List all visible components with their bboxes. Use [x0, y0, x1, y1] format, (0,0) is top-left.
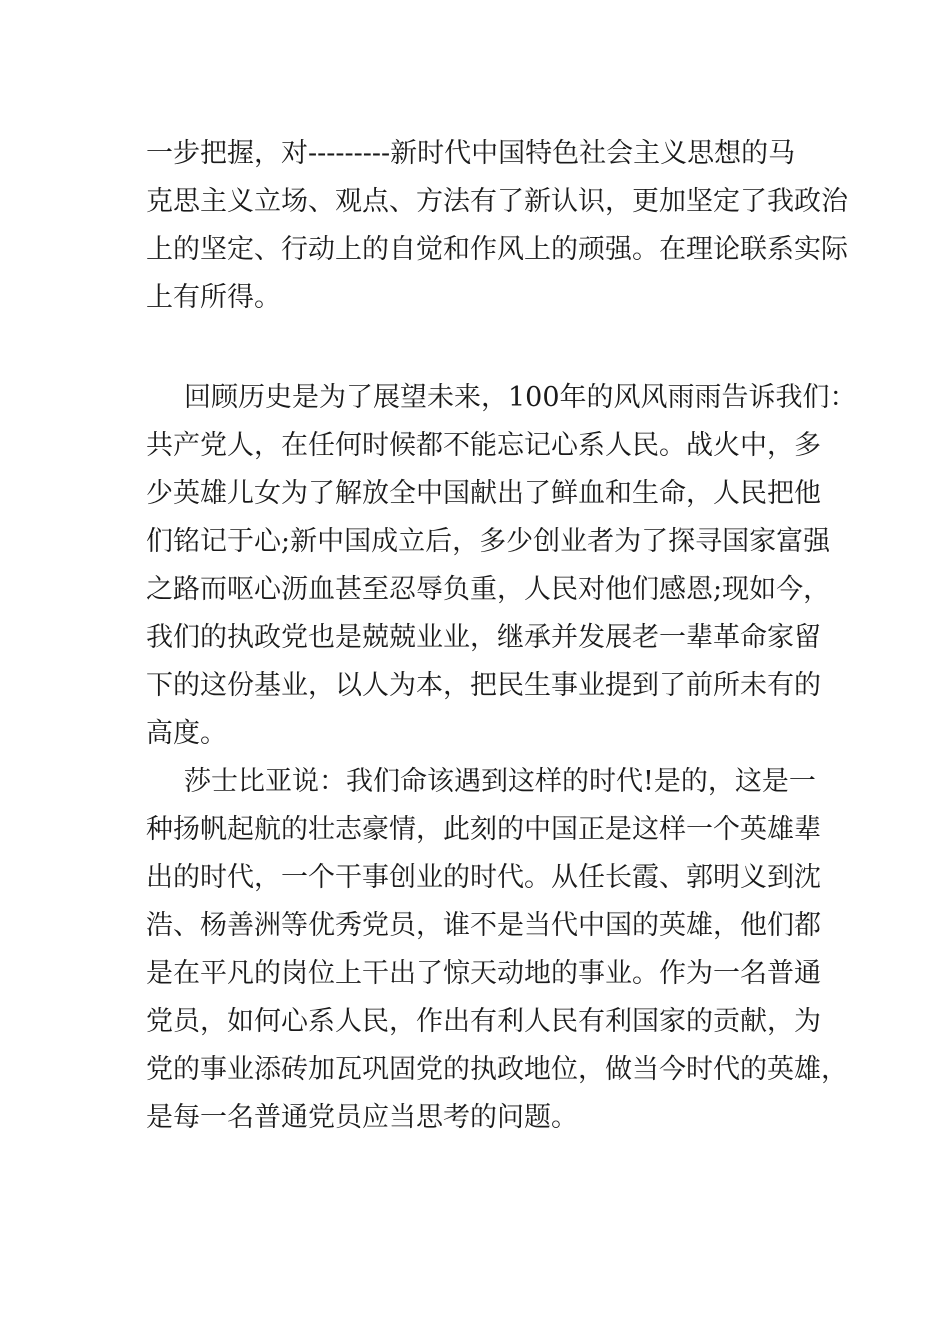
- text-line: 高度。: [146, 718, 227, 749]
- text-line: 一步把握，对---------新时代中国特色社会主义思想的马: [146, 138, 796, 169]
- text-line: 之路而呕心沥血甚至忍辱负重，人民对他们感恩;现如今，: [146, 574, 831, 605]
- text-line: 克思主义立场、观点、方法有了新认识，更加坚定了我政治: [146, 186, 848, 217]
- text-line: 少英雄儿女为了解放全中国献出了鲜血和生命，人民把他: [146, 478, 821, 509]
- text-line: 下的这份基业，以人为本，把民生事业提到了前所未有的: [146, 670, 821, 701]
- text-line: 我们的执政党也是兢兢业业，继承并发展老一辈革命家留: [146, 622, 821, 653]
- text-line: 回顾历史是为了展望未来，100年的风风雨雨告诉我们：: [184, 382, 857, 413]
- text-line: 共产党人，在任何时候都不能忘记心系人民。战火中，多: [146, 430, 821, 461]
- text-line: 种扬帆起航的壮志豪情，此刻的中国正是这样一个英雄辈: [146, 814, 821, 845]
- text-line: 上有所得。: [146, 282, 281, 313]
- text-line: 党的事业添砖加瓦巩固党的执政地位，做当今时代的英雄，: [146, 1054, 848, 1085]
- text-line: 莎士比亚说：我们命该遇到这样的时代!是的，这是一: [184, 766, 816, 797]
- text-line: 们铭记于心;新中国成立后，多少创业者为了探寻国家富强: [146, 526, 831, 557]
- text-line: 上的坚定、行动上的自觉和作风上的顽强。在理论联系实际: [146, 234, 848, 265]
- text-line: 是每一名普通党员应当思考的问题。: [146, 1102, 578, 1133]
- text-line: 浩、杨善洲等优秀党员，谁不是当代中国的英雄，他们都: [146, 910, 821, 941]
- text-line: 党员，如何心系人民，作出有利人民有利国家的贡献，为: [146, 1006, 821, 1037]
- text-line: 是在平凡的岗位上干出了惊天动地的事业。作为一名普通: [146, 958, 821, 989]
- text-line: 出的时代，一个干事创业的时代。从任长霞、郭明义到沈: [146, 862, 821, 893]
